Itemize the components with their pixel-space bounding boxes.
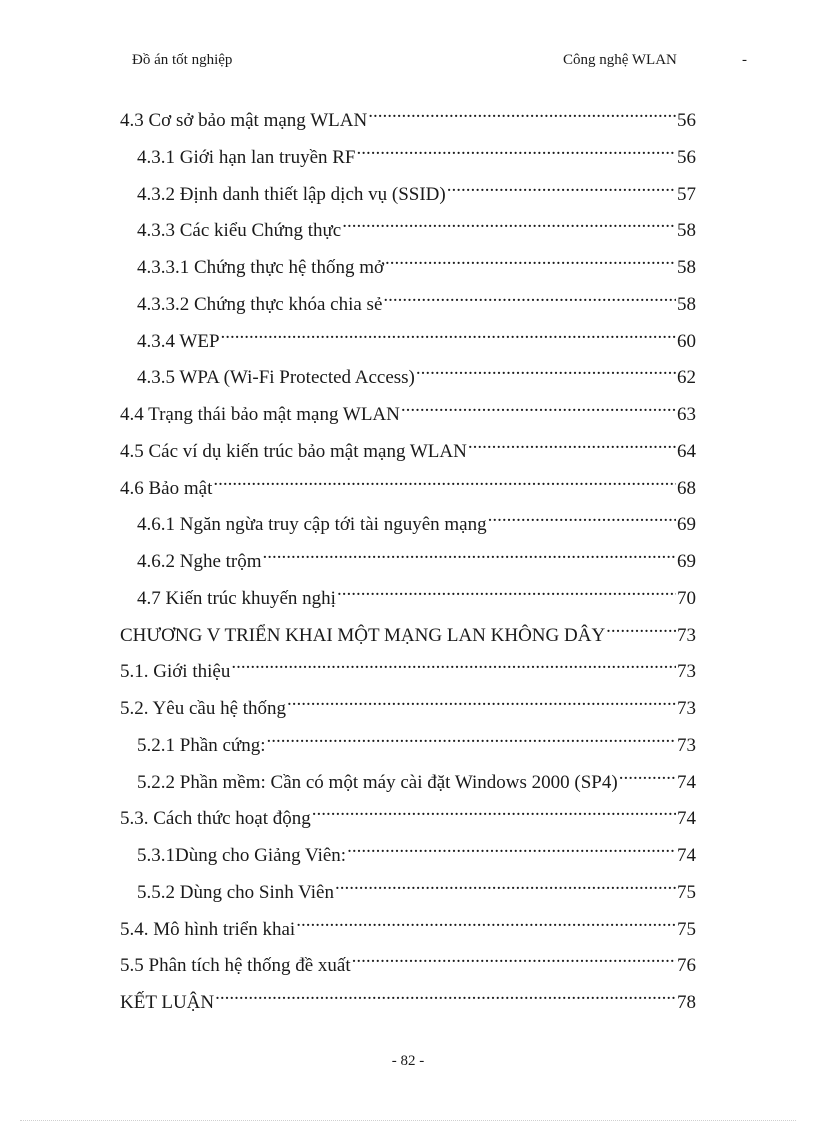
toc-entry[interactable]: [137, 245, 696, 278]
toc-entry-title: 4.6.1 Ngăn ngừa truy cập tới tài nguyên mạng: [137, 514, 487, 536]
toc-entry-title: 4.3.4 WEP: [137, 330, 220, 352]
toc-entry-title: 4.3.3.2 Chứng thực khóa chia sẻ: [137, 293, 383, 315]
toc-entry-title: 5.2. Yêu cầu hệ thống: [120, 698, 287, 719]
toc-entry-page: 62: [677, 367, 696, 389]
toc-dot-leader: [347, 833, 676, 861]
toc-dot-leader: [368, 98, 676, 126]
toc-entry-page: 75: [677, 881, 696, 903]
toc-entry-page: 73: [677, 698, 696, 719]
toc-entry-title: 5.1. Giới thiệu: [120, 661, 231, 683]
toc-dot-leader: [383, 282, 676, 310]
toc-entry[interactable]: [137, 172, 696, 205]
toc-entry[interactable]: [137, 135, 696, 168]
toc-entry-page: 69: [677, 551, 696, 572]
toc-dot-leader: [619, 760, 676, 788]
toc-entry-page: 74: [677, 808, 696, 830]
toc-entry[interactable]: [137, 760, 696, 793]
toc-entry-title: 4.6.2 Nghe trộm: [137, 551, 262, 572]
toc-entry[interactable]: [137, 282, 696, 315]
page-header: [0, 52, 816, 74]
toc-dot-leader: [231, 649, 676, 677]
toc-entry-page: 70: [677, 587, 696, 609]
toc-dot-leader: [468, 429, 676, 457]
toc-entry-page: 76: [677, 955, 696, 977]
toc-dot-leader: [287, 686, 676, 714]
toc-entry-page: 58: [677, 257, 696, 278]
toc-entry-page: 73: [677, 734, 696, 756]
toc-entry-title: 5.5.2 Dùng cho Sinh Viên: [137, 881, 334, 903]
toc-entry[interactable]: [137, 539, 696, 572]
toc-entry-title: 4.3.3.1 Chứng thực hệ thống mở: [137, 257, 385, 278]
toc-entry-title: 5.3. Cách thức hoạt động: [120, 808, 311, 830]
toc-entry-page: 73: [677, 661, 696, 683]
toc-entry[interactable]: [120, 649, 696, 683]
header-subject: Công nghệ WLAN: [563, 52, 677, 68]
toc-dot-leader: [447, 172, 676, 200]
toc-entry-page: 60: [677, 330, 696, 352]
toc-dot-leader: [488, 502, 676, 530]
toc-dot-leader: [335, 870, 676, 898]
toc-entry[interactable]: [120, 429, 696, 462]
header-dash: -: [742, 52, 747, 68]
toc-entry[interactable]: [120, 943, 696, 977]
toc-entry[interactable]: [120, 980, 696, 1013]
toc-entry-page: 73: [677, 624, 696, 646]
toc-entry[interactable]: [120, 392, 696, 425]
toc-entry-page: 75: [677, 918, 696, 940]
toc-entry[interactable]: [120, 686, 696, 719]
toc-entry-page: 63: [677, 404, 696, 425]
toc-entry-page: 68: [677, 477, 696, 499]
toc-entry[interactable]: [120, 907, 696, 940]
toc-entry[interactable]: [137, 723, 696, 756]
toc-entry-title: CHƯƠNG V TRIỂN KHAI MỘT MẠNG LAN KHÔNG DÂY: [120, 624, 606, 646]
toc-entry-title: 4.6 Bảo mật: [120, 477, 213, 499]
page-number: - 82 -: [391, 1053, 425, 1069]
toc-entry[interactable]: [137, 576, 696, 609]
toc-entry-title: 5.2.1 Phần cứng:: [137, 734, 266, 756]
toc-entry[interactable]: [137, 208, 696, 242]
toc-dot-leader: [342, 208, 676, 236]
toc-entry-title: 4.3.3 Các kiểu Chứng thực: [137, 220, 342, 242]
header-document-title: Đồ án tốt nghiệp: [132, 52, 233, 68]
toc-entry[interactable]: [137, 833, 696, 866]
toc-dot-leader: [401, 392, 676, 420]
toc-entry[interactable]: [120, 98, 696, 131]
toc-entry-page: 74: [677, 845, 696, 866]
toc-entry-title: 4.3.2 Định danh thiết lập dịch vụ (SSID): [137, 183, 446, 205]
toc-dot-leader: [385, 245, 676, 273]
toc-dot-leader: [213, 466, 676, 494]
toc-entry-page: 74: [677, 771, 696, 793]
toc-entry-title: 4.3.5 WPA (Wi-Fi Protected Access): [137, 367, 415, 389]
toc-dot-leader: [337, 576, 676, 604]
toc-entry-page: 58: [677, 293, 696, 315]
toc-entry-page: 64: [677, 440, 696, 462]
toc-entry[interactable]: [120, 796, 696, 830]
toc-entry-page: 56: [677, 110, 696, 131]
toc-dot-leader: [606, 613, 676, 641]
toc-entry[interactable]: [120, 613, 696, 646]
toc-entry-title: 5.5 Phân tích hệ thống đề xuất: [120, 955, 351, 977]
toc-dot-leader: [267, 723, 676, 751]
toc-dot-leader: [416, 355, 676, 383]
toc-dot-leader: [221, 319, 676, 347]
toc-entry-title: KẾT LUẬN: [120, 992, 215, 1013]
toc-dot-leader: [357, 135, 677, 163]
toc-dot-leader: [312, 796, 676, 824]
toc-entry-title: 4.3.1 Giới hạn lan truyền RF: [137, 146, 356, 168]
page-bottom-divider: [20, 1120, 796, 1121]
toc-dot-leader: [215, 980, 676, 1008]
toc-entry-title: 4.4 Trạng thái bảo mật mạng WLAN: [120, 404, 400, 425]
toc-dot-leader: [263, 539, 676, 567]
toc-entry-title: 5.4. Mô hình triển khai: [120, 918, 296, 940]
toc-entry-page: 78: [677, 992, 696, 1013]
toc-entry-title: 4.7 Kiến trúc khuyến nghị: [137, 587, 336, 609]
toc-entry-page: 69: [677, 514, 696, 536]
toc-entry[interactable]: [137, 870, 696, 903]
toc-entry-page: 58: [677, 220, 696, 242]
toc-entry[interactable]: [137, 355, 696, 389]
toc-entry-title: 5.3.1Dùng cho Giảng Viên:: [137, 845, 347, 866]
toc-dot-leader: [296, 907, 676, 935]
toc-entry-page: 56: [677, 146, 696, 168]
toc-entry-title: 5.2.2 Phần mềm: Cần có một máy cài đặt Windows 2000 (SP4): [137, 771, 618, 793]
toc-entry-page: 57: [677, 183, 696, 205]
toc-entry-title: 4.3 Cơ sở bảo mật mạng WLAN: [120, 110, 368, 131]
toc-entry-title: 4.5 Các ví dụ kiến trúc bảo mật mạng WLAN: [120, 440, 467, 462]
toc-entry[interactable]: [137, 502, 696, 536]
toc-entry[interactable]: [120, 466, 696, 499]
toc-dot-leader: [352, 943, 676, 971]
toc-entry[interactable]: [137, 319, 696, 352]
